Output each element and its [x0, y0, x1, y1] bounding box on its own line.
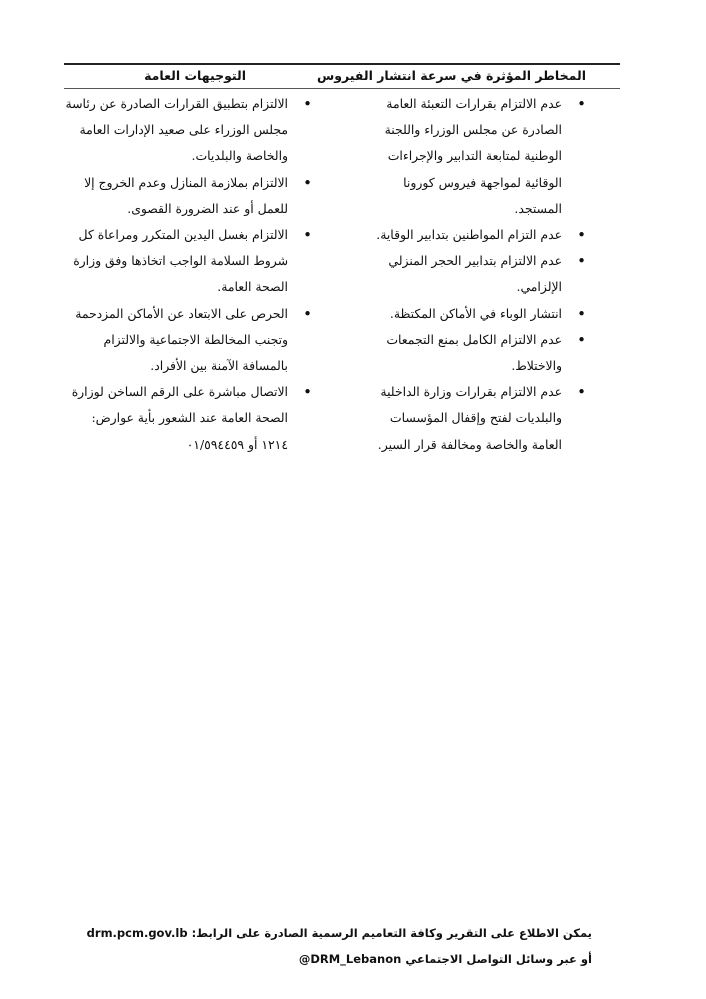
risk-item: • عدم التزام المواطنين بتدابير الوقاية.: [364, 222, 586, 248]
footer-social-text: أو عبر وسائل التواصل الاجتماعي: [405, 952, 592, 966]
risk-item: • عدم الالتزام بقرارات التعبئة العامة الصادرة عن مجلس الوزراء واللجنة الوطنية لمتابعة التدابير والإجراءات الوقائية لمواجهة فيروس كورونا المستجد.: [364, 91, 586, 222]
risk-item: • عدم الالتزام الكامل بمنع التجمعات والاختلاط.: [364, 327, 586, 379]
risk-item: • انتشار الوباء في الأماكن المكتظة.: [364, 301, 586, 327]
guideline-item: • الالتزام بملازمة المنازل وعدم الخروج إلا للعمل أو عند الضرورة القصوى.: [64, 170, 312, 222]
risks-column-header: المخاطر المؤثرة في سرعة انتشار الفيروس: [317, 68, 586, 83]
footer-social-line: [299, 952, 592, 966]
guideline-item: • الالتزام بغسل اليدين المتكرر ومراعاة كل شروط السلامة الواجب اتخاذها وفق وزارة الصحة العامة.: [64, 222, 312, 301]
guideline-item: • الالتزام بتطبيق القرارات الصادرة عن رئاسة مجلس الوزراء على صعيد الإدارات العامة والخاصة والبلديات.: [64, 91, 312, 170]
table-header-rule: [64, 88, 620, 89]
footer-report-text: يمكن الاطلاع على التقرير وكافة التعاميم الرسمية الصادرة على الرابط:: [191, 926, 592, 940]
footer-website-link[interactable]: drm.pcm.gov.lb: [86, 926, 188, 940]
footer-social-handle[interactable]: @DRM_Lebanon: [298, 952, 402, 966]
risk-item: • عدم الالتزام بتدابير الحجر المنزلي الإلزامي.: [364, 248, 586, 300]
guideline-item: • الاتصال مباشرة على الرقم الساخن لوزارة الصحة العامة عند الشعور بأية عوارض: ١٢١٤ أو ٠١/٥٩٤٤٥٩: [64, 379, 312, 458]
footer-report-line: [87, 926, 592, 940]
guidelines-list: [64, 91, 312, 458]
risk-item: • عدم الالتزام بقرارات وزارة الداخلية والبلديات لفتح وإقفال المؤسسات العامة والخاصة ومخالفة قرار السير.: [364, 379, 586, 458]
guidelines-column-header: التوجيهات العامة: [144, 68, 246, 83]
table-top-rule: [64, 63, 620, 65]
risks-list: [364, 91, 586, 458]
guideline-item: • الحرص على الابتعاد عن الأماكن المزدحمة وتجنب المخالطة الاجتماعية والالتزام بالمسافة الآمنة بين الأفراد.: [64, 301, 312, 380]
